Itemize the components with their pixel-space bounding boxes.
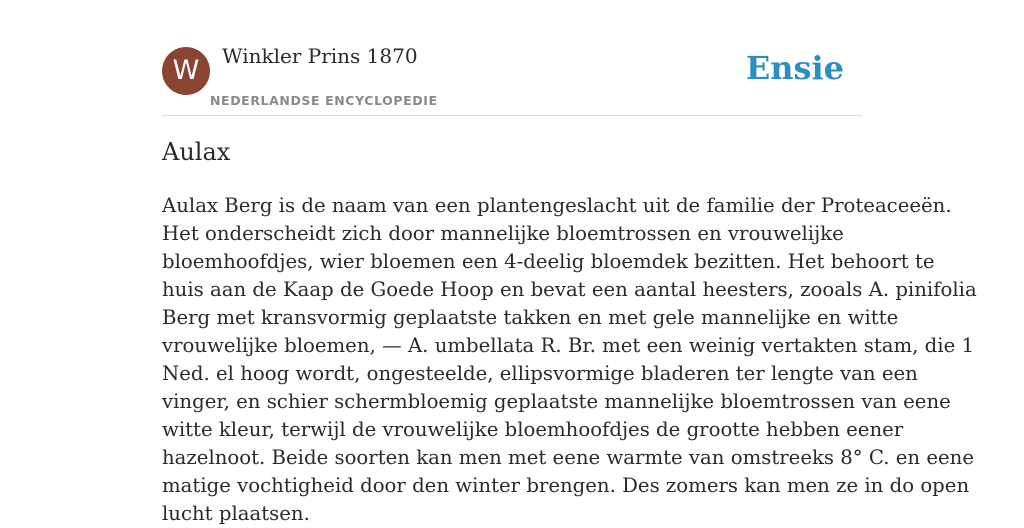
body-line: lucht plaatsen. [162, 502, 310, 525]
body-line: matige vochtigheid door den winter brengen. Des zomers kan men ze in do open [162, 474, 970, 497]
body-line: Het onderscheidt zich door mannelijke bloemtrossen en vrouwelijke [162, 222, 844, 245]
body-line: hazelnoot. Beide soorten kan men met eene warmte van omstreeks 8° C. en eene [162, 446, 974, 469]
body-line: vrouwelijke bloemen, — A. umbellata R. Br. met een weinig vertakten stam, die 1 [162, 334, 975, 357]
header [162, 0, 862, 116]
body-line: witte kleur, terwijl de vrouwelijke bloemhoofdjes de grootte hebben eener [162, 418, 904, 441]
ensie-logo-link[interactable]: Ensie [745, 49, 844, 87]
body-line: bloemhoofdjes, wier bloemen een 4-deelig bloemdek bezitten. Het behoort te [162, 250, 935, 273]
body-line: Berg met kransvormig geplaatste takken en met gele mannelijke en witte [162, 306, 899, 329]
source-avatar[interactable]: W [162, 47, 210, 95]
entry-title: Aulax [162, 138, 231, 166]
source-subtitle: NEDERLANDSE ENCYCLOPEDIE [210, 93, 438, 108]
entry-body [162, 192, 977, 528]
source-title-link[interactable]: Winkler Prins 1870 [222, 44, 418, 68]
body-line: Aulax Berg is de naam van een plantengeslacht uit de familie der Proteaceeën. [162, 194, 952, 217]
body-line: vinger, en schier schermbloemig geplaatste mannelijke bloemtrossen van eene [162, 390, 951, 413]
body-line: Ned. el hoog wordt, ongesteelde, ellipsvormige bladeren ter lengte van een [162, 362, 918, 385]
body-line: huis aan de Kaap de Goede Hoop en bevat een aantal heesters, zooals A. pinifolia [162, 278, 977, 301]
